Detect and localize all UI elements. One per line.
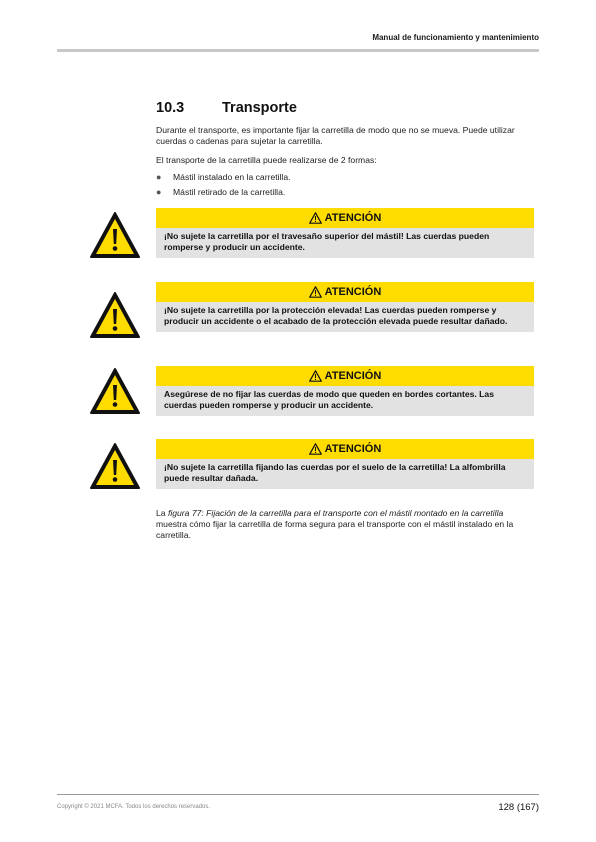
list-item: ● Mástil instalado en la carretilla. [156,172,291,182]
notice-title: ATENCIÓN [324,286,382,298]
notice-header [156,208,534,228]
notice-title: ATENCIÓN [324,212,382,224]
notice-header [156,366,534,386]
warning-triangle-icon [309,443,322,455]
notice-text: ¡No sujete la carretilla fijando las cuerdas por el suelo de la carretilla! La alfombrilla puede resultar dañada. [156,459,534,489]
page-number: 128 (167) [498,802,539,813]
section-title: Transporte [222,100,297,116]
notice-title: ATENCIÓN [324,443,382,455]
notice-header [156,439,534,459]
notice-title: ATENCIÓN [324,370,382,382]
transport-options-list [156,170,291,200]
notice-text: ¡No sujete la carretilla por la protección elevada! Las cuerdas pueden romperse y producir un accidente o el acabado de la protección elevada puede resultar dañado. [156,302,534,332]
copyright-notice: Copyright © 2021 MCFA. Todos los derechos reservados. [57,804,211,810]
running-header: Manual de funcionamiento y mantenimiento [372,33,539,42]
warning-triangle-icon [89,367,141,415]
warning-triangle-icon [309,370,322,382]
forms-paragraph: El transporte de la carretilla puede realizarse de 2 formas: [156,155,377,165]
closing-paragraph: La figura 77: Fijación de la carretilla para el transporte con el mástil montado en la carretilla muestra cómo fijar la carretilla de forma segura para el transporte con el mástil instalado en la carretilla. [156,508,514,540]
header-rule [57,49,539,52]
caution-notice [156,439,534,489]
warning-triangle-icon [89,211,141,259]
warning-triangle-icon [309,286,322,298]
caution-notice [156,208,534,258]
section-heading [156,100,297,116]
footer-rule [57,794,539,795]
caution-notice [156,282,534,332]
list-item: ● Mástil retirado de la carretilla. [156,187,286,197]
notice-text: ¡No sujete la carretilla por el travesaño superior del mástil! Las cuerdas pueden romperse y producir un accidente. [156,228,534,258]
warning-triangle-icon [89,291,141,339]
notice-header [156,282,534,302]
section-number: 10.3 [156,100,185,116]
warning-triangle-icon [309,212,322,224]
intro-paragraph: Durante el transporte, es importante fijar la carretilla de modo que no se mueva. Puede utilizar cuerdas o cadenas para sujetar la carretilla. [156,125,515,146]
figure-reference-link[interactable]: figura 77: Fijación de la carretilla para el transporte con el mástil montado en la carretilla [167,508,504,518]
warning-triangle-icon [89,442,141,490]
caution-notice [156,366,534,416]
notice-text: Asegúrese de no fijar las cuerdas de modo que queden en bordes cortantes. Las cuerdas pueden romperse y producir un accidente. [156,386,534,416]
